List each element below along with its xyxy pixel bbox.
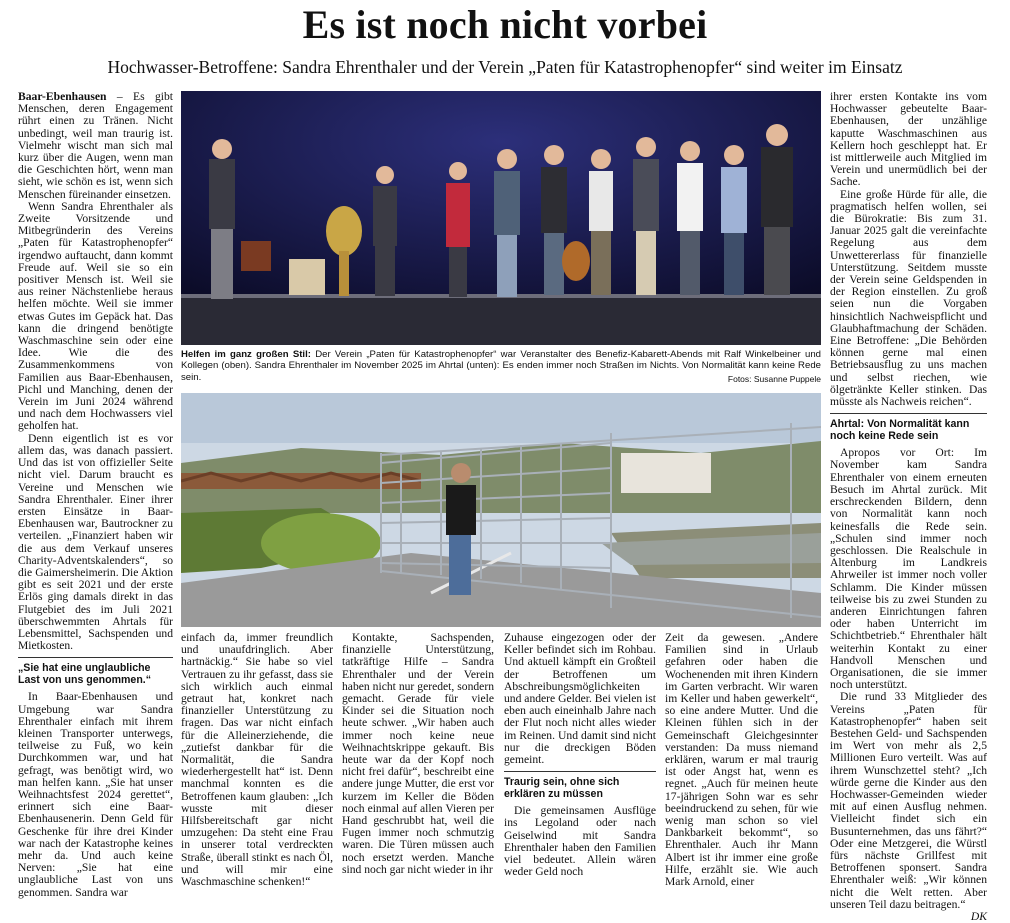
- section-heading: „Sie hat eine unglaubliche Last von uns genommen.“: [18, 657, 173, 686]
- paragraph: Die gemeinsamen Ausflüge ins Legoland oder nach Geiselwind mit Sandra Ehrenthaler haben den Familien viel bedeutet. Allein wären weder Geld noch: [504, 804, 656, 879]
- paragraph: – Es gibt Menschen, deren Engagement rührt einen zu Tränen. Nicht unbedingt, weil man traurig ist. Vielmehr wischt man sich mal kurz über die Augen, wenn man die Geschichten hört, wenn man sieht, wie schön es ist, wenn sich Menschen füreinander einsetzen.: [18, 90, 173, 201]
- column-5: [665, 631, 818, 889]
- paragraph: einfach da, immer freundlich und unaufdringlich. Aber hartnäckig.“ Sie habe so viel Vertrauen zu ihr gefasst, dass sie sich wirklich auch einmal getraut hat, konkret nach finanzieller Unterstützung zu fragen. Das war nicht einfach für die Alleinerziehende, die „zutiefst dankbar für die Normalität, die Sandra wiederhergestellt hat“ ist. Denn manchmal konnten es die Betroffenen kaum glauben: „Ich wusste mit dieser Hilfsbereitschaft gar nicht umzugehen: Da steht eine Frau in unserer total verdreckten Straße, überall stinkt es nach Öl, und will mir eine Waschmaschine schenken!“: [181, 631, 333, 889]
- section-heading: Ahrtal: Von Normalität kann noch keine Rede sein: [830, 413, 987, 442]
- ahrtal-photo: [181, 393, 821, 627]
- headline: Es ist noch nicht vorbei: [302, 2, 708, 47]
- paragraph: Die rund 33 Mitglieder des Vereins „Paten für Katastrophenopfer“ haben seit Bestehen Geld- und Sachspenden im Wert von mehr als 2,5 Millionen Euro verteilt. Was auf ihrem Wunschzettel steht? „Ich würde gerne die Kinder aus den Hochwasser-Gemeinden wieder mit auf einen Ausflug nehmen. Vielleicht findet sich ein Busunternehmen, das uns fährt?“ Oder eine Metzgerei, die Würstl fürs nächste Grillfest mit Betroffenen sponsert. Sandra Ehrenthaler weiß: „Wir können nicht die Welt retten. Aber unseren Teil dazu beitragen.“: [830, 690, 987, 911]
- subheadline: Hochwasser-Betroffene: Sandra Ehrenthaler und der Verein „Paten für Katastrophenopfer“ sind weiter im Einsatz: [107, 57, 903, 77]
- stage-photo: [181, 91, 821, 345]
- column-4: [504, 632, 656, 886]
- paragraph: ihrer ersten Kontakte ins vom Hochwasser gebeutelte Baar-Ebenhausen, der unzählige kaputte Waschmaschinen aus Kellern hoch geschleppt hat. Er ist mittlerweile auch Mitglied im Verein und unermüdlich bei der Sache.: [830, 90, 987, 189]
- paragraph: Apropos vor Ort: Im November kam Sandra Ehrenthaler von einem erneuten Besuch im Ahrtal zurück. Mit erschreckenden Bildern, denn von Normalität kann noch keinesfalls die Rede sein. „Schulen sind immer noch geschlossen. Die Realschule in Altenburg im Landkreis Ahrweiler ist immer noch voller Schlamm. Die Kinder müssen teilweise bis zu zwei Stunden zu anderen Einrichtungen fahren oder haben Unterricht im Schichtbetrieb.“ Ehrenthaler hält weiterhin Kontakt zu einer Handvoll Menschen und Organisationen, die sie immer noch unterstützt.: [830, 446, 987, 692]
- caption-text: Der Verein „Paten für Katastrophenopfer“ war Veranstalter des Benefiz-Kabarett-Abends mit Ralf Winkelbeiner und Kollegen (oben). Sandra Ehrenthaler im November 2025 im Ahrtal (unten): Es enden immer noch Straßen im Nichts. Von Normalität kann keine Rede sein.: [181, 349, 821, 383]
- paragraph: Kontakte, Sachspenden, finanzielle Unterstützung, tatkräftige Hilfe – Sandra Ehrenthaler und der Verein haben nicht nur geredet, sondern gemacht. Gerade für viele Kinder sei die Situation noch heute schwer. „Wir haben auch immer noch keine neue Weihnachtskrippe gekauft. Bis heute war da der Kopf noch nicht frei dafür“, beschreibt eine andere junge Mutter, die erst vor kurzem im Keller die Böden noch einmal auf allen Vieren per Hand geschrubbt hat, weil die Fugen immer noch schmutzig waren. Die Türen müssen auch noch ersetzt werden. Manche sind noch gar nicht wieder in ihr: [342, 631, 494, 876]
- ahrtal-photo-image: [181, 393, 821, 627]
- paragraph: Denn eigentlich ist es vor allem das, was danach passiert. Und das ist von offizieller Seite nicht viel. Darum braucht es Vereine und Menschen wie Sandra Ehrenthaler. Einer ihrer ersten Einsätze in Baar-Ebenhausen war, Bautrockner zu verteilen. „Finanziert haben wir die aus dem Verkauf unseres Charity-Adventskalenders“, so die Gaimersheimerin. Die Aktion gibt es seit 2021 und der erste Erlös ging damals direkt in das Flutgebiet des im Juli 2021 überschwemmten Ahrtals für Lebensmittel, Sachspenden und Mietkosten.: [18, 431, 173, 653]
- paragraph: Wenn Sandra Ehrenthaler als Zweite Vorsitzende und Mitbegründerin des Vereins „Paten für Katastrophenopfer“ irgendwo auftaucht, dann kommt Freude auf. Weil sie so ein positiver Mensch ist. Weil sie aus reiner Nächstenliebe heraus helfen möchte. Weil sie immer etwas Gutes im Gepäck hat. Das kann die dringend benötigte Waschmaschine sein oder eine Idee. Wie die des Zusammenkommens von Familien aus Baar-Ebenhausen, Pichl und Manching, denen der Verein im Juni 2024 während und nach dem Hochwassers viel geholfen hat.: [18, 199, 173, 433]
- column-2: [181, 631, 333, 889]
- photo-credit: Fotos: Susanne Puppele: [727, 374, 821, 384]
- paragraph: Zeit da gewesen. „Andere Familien sind in Urlaub gefahren oder haben die Wochenenden mit ihren Kindern im Garten verbracht. Wir waren im Keller und haben gewerkelt“, so eine andere Mutter. Und die Kleinen fühlen sich in der Gemeinschaft Gleichgesinnter verstanden: Da muss niemand erklären, warum er mal traurig ist oder Angst hat, wenn es regnet. „Auch für meinen heute 17-jährigen Sohn war es sehr beeindruckend zu sehen, für wie wenig man schon so viel Dankbarkeit bekommt“, so Ehrenthaler. Auch ihr Mann Albert ist ihr immer eine große Hilfe, erzählt sie. Wie auch Mark Arnold, einer: [665, 631, 818, 889]
- section-heading: Traurig sein, ohne sich erklären zu müssen: [504, 771, 656, 800]
- paragraph: Eine große Hürde für alle, die pragmatisch helfen wollen, sei die Bürokratie: Bis zum 31. Januar 2025 galt die vereinfachte Regelung aus dem Unwettererlass für finanzielle Unterstützung. Seitdem musste der Verein seine Geldspenden in der Region einstellen. Zu groß seien nun die Vorgaben hinsichtlich Nachweispflicht und Glaubhaftmachung der Schäden. Eine Betroffene: „Die Behörden können gerne mal einen Betriebsausflug zu uns machen und selbst riechen, wie ölgetränkte Keller stinken. Das müsste als Nachweis reichen“.: [830, 187, 987, 409]
- dateline: Baar-Ebenhausen: [18, 90, 107, 103]
- column-3: [342, 632, 494, 886]
- author-signature: DK: [970, 910, 987, 923]
- paragraph: Zuhause eingezogen oder der Keller befindet sich im Rohbau. Und aktuell kämpft ein Großteil der Betroffenen um Abschreibungsmöglichkeiten und andere Gelder. Bei vielen ist eben auch eineinhalb Jahre nach der Flut noch nicht alles wieder im Reinen. Und damit sind nicht nur die dreckigen Böden gemeint.: [504, 631, 656, 767]
- column-6: [830, 90, 987, 923]
- column-1: [18, 90, 173, 899]
- stage-photo-image: [181, 91, 821, 345]
- caption-lead: Helfen im ganz großen Stil:: [181, 349, 311, 360]
- paragraph: In Baar-Ebenhausen und Umgebung war Sandra Ehrenthaler einfach mit ihrem kleinen Transporter unterwegs, teilweise zu Fuß, wo kein Durchkommen war, und hat gefragt, was benötigt wird, wo man helfen kann. „Sie hat unser Weihnachtsfest 2024 gerettet“, erinnert sich eine Baar-Ebenhausenerin. Denn Geld für Geschenke für ihre drei Kinder war nach der Katastrophe keines mehr da. Und auch keine Nerven: „Sie hat eine unglaubliche Last von uns genommen. Sandra war: [18, 690, 173, 899]
